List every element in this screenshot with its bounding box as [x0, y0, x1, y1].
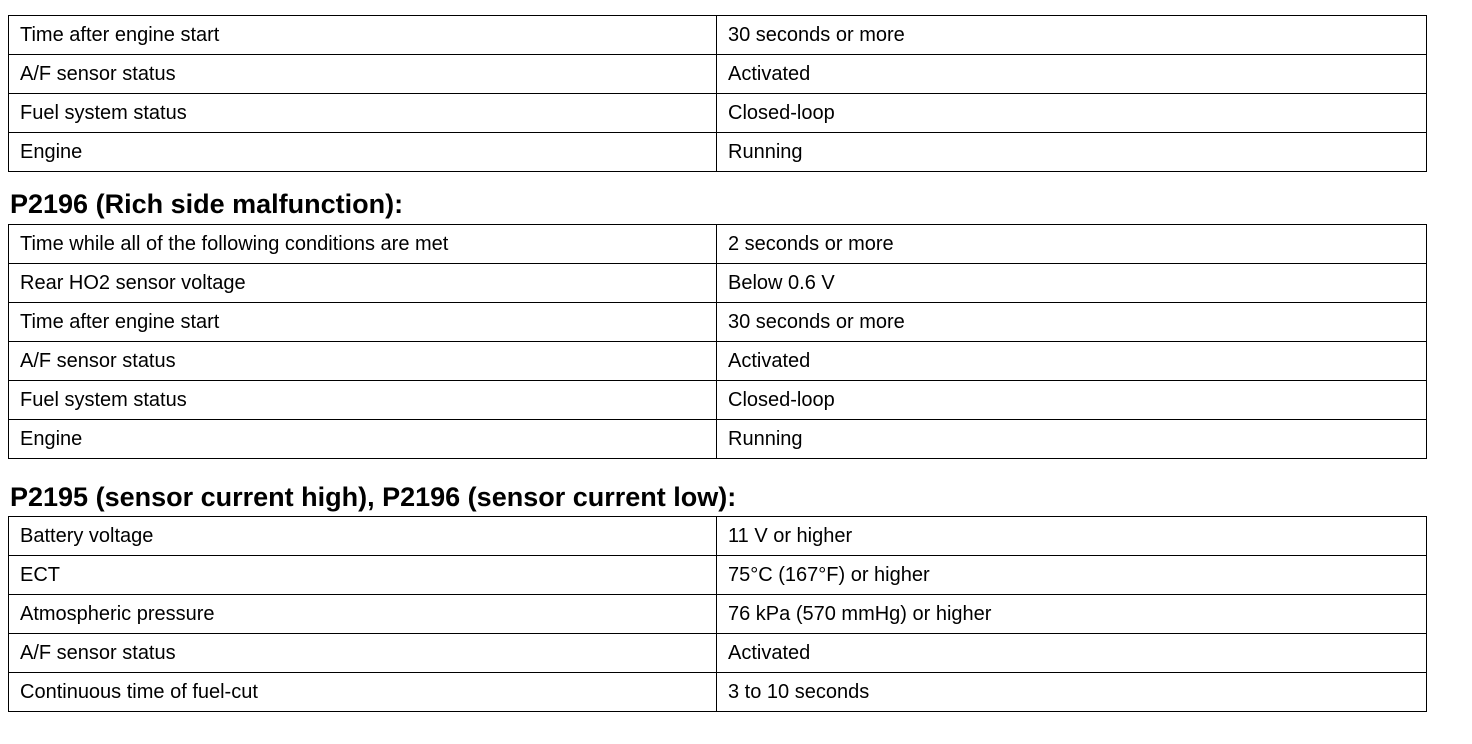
condition-cell: A/F sensor status — [9, 634, 717, 673]
table-row — [9, 381, 1427, 420]
condition-cell: A/F sensor status — [9, 342, 717, 381]
table-row — [9, 556, 1427, 595]
section-heading-p2195-p2196-current: P2195 (sensor current high), P2196 (sensor current low): — [10, 482, 737, 512]
table-row — [9, 133, 1427, 172]
condition-cell: A/F sensor status — [9, 55, 717, 94]
conditions-table-continued — [8, 15, 1427, 172]
table-row — [9, 342, 1427, 381]
value-cell: Activated — [717, 55, 1427, 94]
value-cell: 76 kPa (570 mmHg) or higher — [717, 595, 1427, 634]
value-cell: 2 seconds or more — [717, 225, 1427, 264]
table-row — [9, 264, 1427, 303]
table-row — [9, 55, 1427, 94]
value-cell: Closed-loop — [717, 381, 1427, 420]
condition-cell: Fuel system status — [9, 381, 717, 420]
value-cell: 75°C (167°F) or higher — [717, 556, 1427, 595]
condition-cell: Atmospheric pressure — [9, 595, 717, 634]
conditions-table-p2196-rich — [8, 224, 1427, 459]
table-row — [9, 634, 1427, 673]
value-cell: Below 0.6 V — [717, 264, 1427, 303]
value-cell: Closed-loop — [717, 94, 1427, 133]
condition-cell: ECT — [9, 556, 717, 595]
table-row — [9, 517, 1427, 556]
value-cell: Activated — [717, 634, 1427, 673]
value-cell: 11 V or higher — [717, 517, 1427, 556]
condition-cell: Time after engine start — [9, 303, 717, 342]
table-row — [9, 225, 1427, 264]
value-cell: Activated — [717, 342, 1427, 381]
condition-cell: Rear HO2 sensor voltage — [9, 264, 717, 303]
value-cell: Running — [717, 420, 1427, 459]
value-cell: 30 seconds or more — [717, 16, 1427, 55]
table-row — [9, 420, 1427, 459]
condition-cell: Fuel system status — [9, 94, 717, 133]
conditions-table-p2195-p2196-current — [8, 516, 1427, 712]
section-heading-p2196-rich: P2196 (Rich side malfunction): — [10, 189, 404, 219]
value-cell: 3 to 10 seconds — [717, 673, 1427, 712]
value-cell: 30 seconds or more — [717, 303, 1427, 342]
condition-cell: Battery voltage — [9, 517, 717, 556]
condition-cell: Engine — [9, 420, 717, 459]
condition-cell: Time while all of the following conditions are met — [9, 225, 717, 264]
table-row — [9, 94, 1427, 133]
value-cell: Running — [717, 133, 1427, 172]
table-row — [9, 303, 1427, 342]
table-row — [9, 673, 1427, 712]
condition-cell: Time after engine start — [9, 16, 717, 55]
condition-cell: Engine — [9, 133, 717, 172]
table-row — [9, 16, 1427, 55]
table-row — [9, 595, 1427, 634]
condition-cell: Continuous time of fuel-cut — [9, 673, 717, 712]
